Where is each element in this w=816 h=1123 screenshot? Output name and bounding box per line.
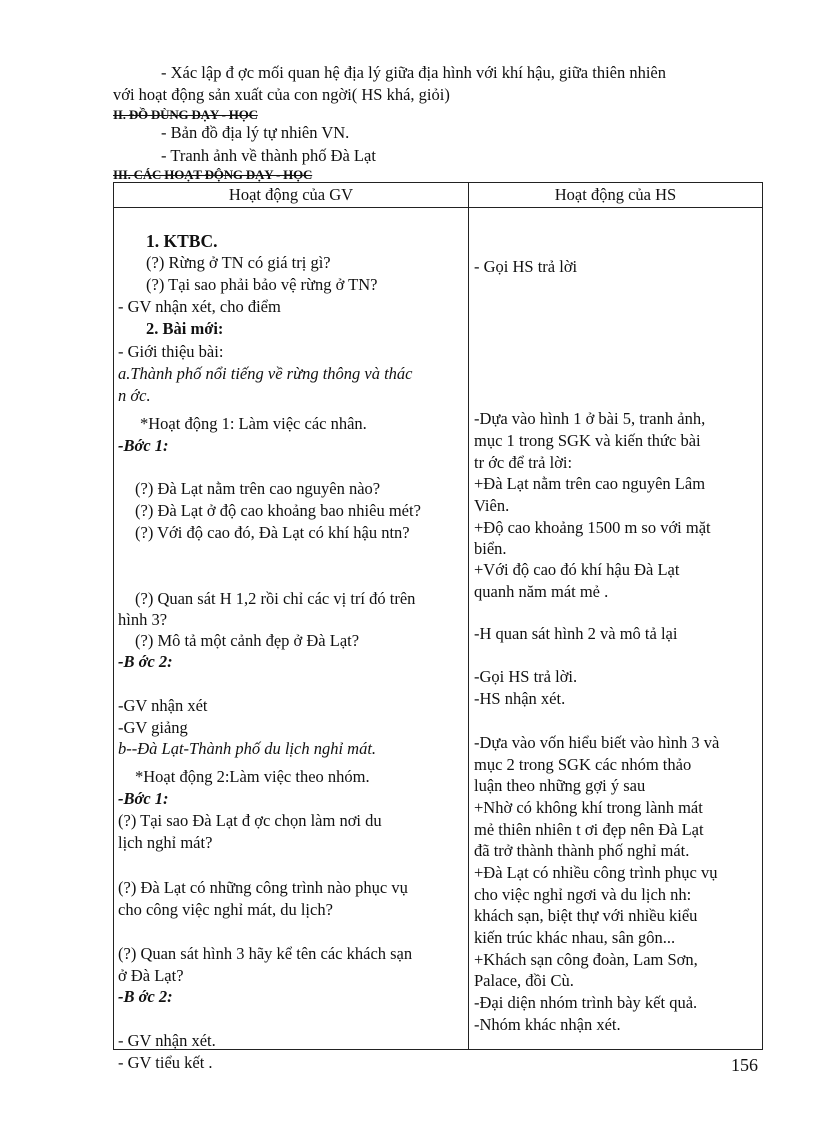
page-number: 156 — [731, 1055, 758, 1075]
gv-activity-1: *Hoạt động 1: Làm việc các nhân. — [140, 414, 367, 433]
gv-step-1: -Bớc 1: — [118, 436, 169, 455]
section-3-title: III. CÁC HOẠT ĐỘNG DẠY - HỌC — [113, 167, 313, 182]
header-student-activity: Hoạt động của HS — [469, 183, 763, 208]
gv-line: (?) Tại sao phải bảo vệ rừng ở TN? — [146, 275, 378, 294]
gv-line: (?) Tại sao Đà Lạt đ ợc chọn làm nơi du — [118, 811, 382, 830]
gv-activity-2: *Hoạt động 2:Làm việc theo nhóm. — [135, 767, 370, 786]
hs-line: +Đà Lạt nằm trên cao nguyên Lâm — [474, 474, 706, 493]
hs-line: +Đà Lạt có nhiều công trình phục vụ — [474, 863, 718, 882]
hs-line: -H quan sát hình 2 và mô tả lại — [474, 624, 678, 643]
gv-line: (?) Mô tả một cảnh đẹp ở Đà Lạt? — [135, 631, 360, 650]
gv-line: (?) Với độ cao đó, Đà Lạt có khí hậu ntn? — [135, 523, 410, 542]
gv-line: (?) Quan sát H 1,2 rồi chỉ các vị trí đó trên — [135, 589, 416, 608]
gv-step-2-group: -B ớc 2: — [118, 987, 173, 1006]
gv-line: lịch nghỉ mát? — [118, 833, 213, 852]
section-2-title: II. ĐỒ DÙNG DẠY - HỌC — [113, 107, 258, 122]
hs-line: -Gọi HS trả lời. — [474, 667, 578, 686]
gv-step-2: -B ớc 2: — [118, 652, 173, 671]
hs-line: -Nhóm khác nhận xét. — [474, 1015, 621, 1034]
gv-line: (?) Rừng ở TN có giá trị gì? — [146, 253, 331, 272]
gv-line: (?) Quan sát hình 3 hãy kể tên các khách sạn — [118, 944, 413, 963]
hs-line: đã trở thành thành phố nghỉ mát. — [474, 841, 690, 860]
gv-line: - GV nhận xét. — [118, 1031, 216, 1050]
hs-line: khách sạn, biệt thự với nhiều kiểu — [474, 906, 698, 925]
table-body-row — [114, 208, 763, 1050]
gv-new-lesson-heading: 2. Bài mới: — [146, 319, 224, 338]
hs-line: mục 1 trong SGK và kiến thức bài — [474, 431, 701, 450]
hs-line: +Khách sạn công đoàn, Lam Sơn, — [474, 950, 698, 969]
teacher-column — [114, 208, 469, 1072]
student-column — [469, 208, 763, 1050]
hs-line: mẻ thiên nhiên t ơi đẹp nên Đà Lạt — [474, 820, 704, 839]
gv-line: - GV tiểu kết . — [118, 1053, 213, 1072]
materials-item-map: - Bản đồ địa lý tự nhiên VN. — [161, 123, 350, 142]
hs-line: luận theo những gợi ý sau — [474, 776, 646, 795]
hs-line: -Dựa vào vốn hiểu biết vào hình 3 và — [474, 733, 720, 752]
hs-line: +Nhờ có không khí trong lành mát — [474, 798, 703, 817]
gv-line: (?) Đà Lạt có những công trình nào phục vụ — [118, 878, 408, 897]
gv-line: (?) Đà Lạt ở độ cao khoảng bao nhiêu mét? — [135, 501, 421, 520]
gv-line: -GV nhận xét — [118, 696, 208, 715]
hs-line: -Dựa vào hình 1 ở bài 5, tranh ảnh, — [474, 409, 706, 428]
gv-section-a-cont: n ớc. — [118, 386, 151, 405]
intro-line-1: - Xác lập đ ợc mối quan hệ địa lý giữa địa hình với khí hậu, giữa thiên nhiên — [161, 63, 667, 82]
gv-section-b: b--Đà Lạt-Thành phố du lịch nghỉ mát. — [118, 739, 377, 758]
hs-line: - Gọi HS trả lời — [474, 257, 578, 276]
hs-line: +Với độ cao đó khí hậu Đà Lạt — [474, 560, 680, 579]
hs-line: kiến trúc khác nhau, sân gôn... — [474, 928, 676, 947]
gv-ktbc-heading: 1. KTBC. — [146, 231, 218, 251]
gv-line: (?) Đà Lạt nằm trên cao nguyên nào? — [135, 479, 381, 498]
hs-line: tr ớc để trả lời: — [474, 453, 573, 472]
hs-line: mục 2 trong SGK các nhóm thảo — [474, 755, 692, 774]
materials-item-pictures: - Tranh ảnh về thành phố Đà Lạt — [161, 146, 376, 165]
gv-line: ở Đà Lạt? — [118, 966, 184, 985]
hs-line: Viên. — [474, 496, 510, 515]
table-header-row — [114, 183, 763, 208]
gv-section-a: a.Thành phố nổi tiếng về rừng thông và thác — [118, 364, 413, 383]
gv-line: - GV nhận xét, cho điểm — [118, 297, 281, 316]
hs-line: quanh năm mát mẻ . — [474, 582, 609, 601]
gv-line: cho công việc nghỉ mát, du lịch? — [118, 900, 333, 919]
header-teacher-activity: Hoạt động của GV — [114, 183, 469, 208]
intro-line-2: với hoạt động sản xuất của con ngời( HS khá, giỏi) — [113, 85, 450, 104]
hs-line: Palace, đồi Cù. — [474, 971, 574, 990]
hs-line: biển. — [474, 539, 507, 558]
hs-line: -HS nhận xét. — [474, 689, 566, 708]
hs-line: -Đại diện nhóm trình bày kết quả. — [474, 993, 698, 1012]
gv-line: -GV giảng — [118, 718, 188, 737]
gv-line: - Giới thiệu bài: — [118, 342, 224, 361]
gv-step-1-group: -Bớc 1: — [118, 789, 169, 808]
gv-line: hình 3? — [118, 610, 168, 629]
hs-line: cho việc nghỉ ngơi và du lịch nh: — [474, 885, 692, 904]
hs-line: +Độ cao khoảng 1500 m so với mặt — [474, 518, 711, 537]
